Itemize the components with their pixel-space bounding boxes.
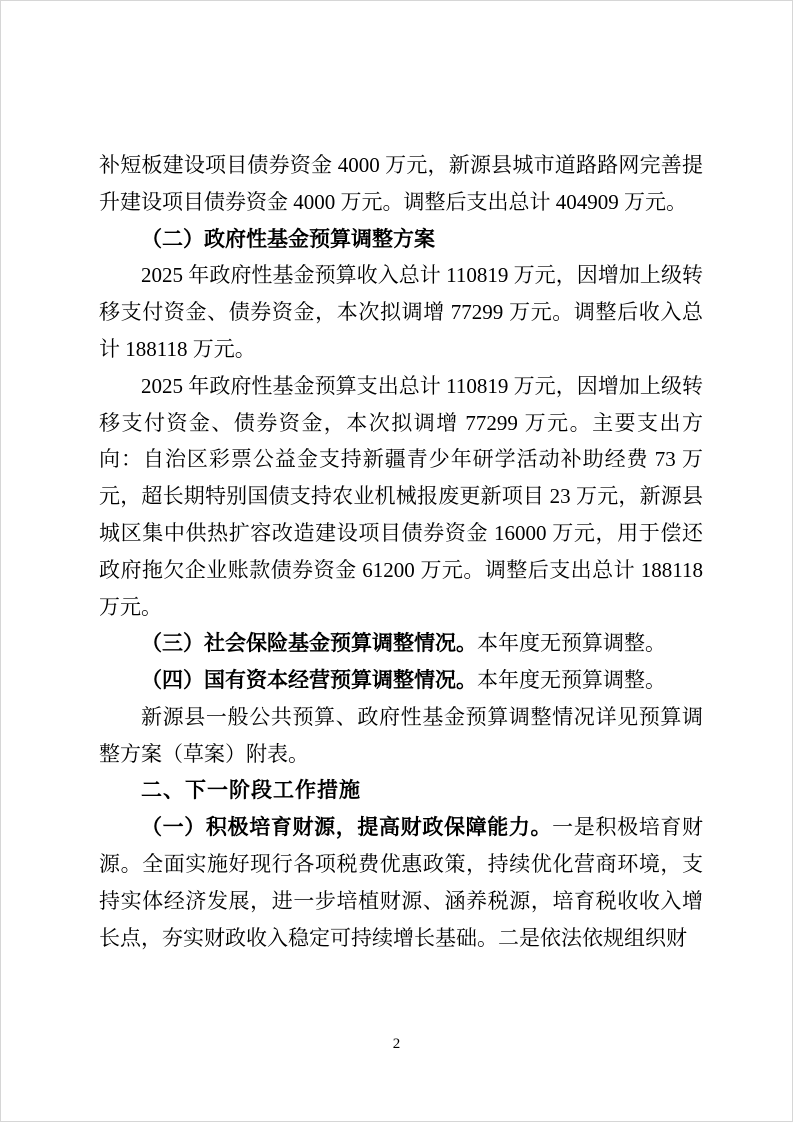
paragraph-social-insurance-item <box>99 625 703 662</box>
page-number: 2 <box>392 1036 401 1052</box>
paragraph-cultivate-revenue <box>99 809 703 956</box>
cultivate-revenue-text: 一是积极培育财源。全面实施好现行各项税费优惠政策，持续优化营商环境，支持实体经济发展，进一步培植财源、涵养税源，培育税收收入增长点，夯实财政收入稳定可持续增长基础。二是依法依规组织财 <box>99 815 704 950</box>
paragraph-continuation-bond-funds: 补短板建设项目债券资金 4000 万元，新源县城市道路路网完善提升建设项目债券资金 4000 万元。调整后支出总计 404909 万元。 <box>99 153 703 214</box>
heading-government-fund-budget-plan: （二）政府性基金预算调整方案 <box>141 226 435 251</box>
social-insurance-item-label: （三）社会保险基金预算调整情况。 <box>141 631 477 656</box>
document-body <box>99 147 703 957</box>
state-capital-item-label: （四）国有资本经营预算调整情况。 <box>141 668 477 693</box>
social-insurance-item-text: 本年度无预算调整。 <box>477 631 666 656</box>
paragraph-state-capital-item <box>99 662 703 699</box>
cultivate-revenue-label: （一）积极培育财源，提高财政保障能力。 <box>141 815 553 840</box>
state-capital-item-text: 本年度无预算调整。 <box>477 668 666 693</box>
paragraph-fund-income: 2025 年政府性基金预算收入总计 110819 万元，因增加上级转移支付资金、债券资金，本次拟调增 77299 万元。调整后收入总计 188118 万元。 <box>99 263 703 361</box>
paragraph-appendix-note: 新源县一般公共预算、政府性基金预算调整情况详见预算调整方案（草案）附表。 <box>99 704 703 766</box>
paragraph-fund-expense: 2025 年政府性基金预算支出总计 110819 万元，因增加上级转移支付资金、债券资金，本次拟调增 77299 万元。主要支出方向：自治区彩票公益金支持新疆青少年研学活动补助经费 73 万元，超长期特别国债支持农业机械报废更新项目 23 万元，新源县城区集中供热扩容改造建设项目债券资金 16000 万元，用于偿还政府拖欠企业账款债券资金 61200 万元。调整后支出总计 188118 万元。 <box>99 373 703 619</box>
heading-next-stage-measures: 二、下一阶段工作措施 <box>141 778 361 802</box>
